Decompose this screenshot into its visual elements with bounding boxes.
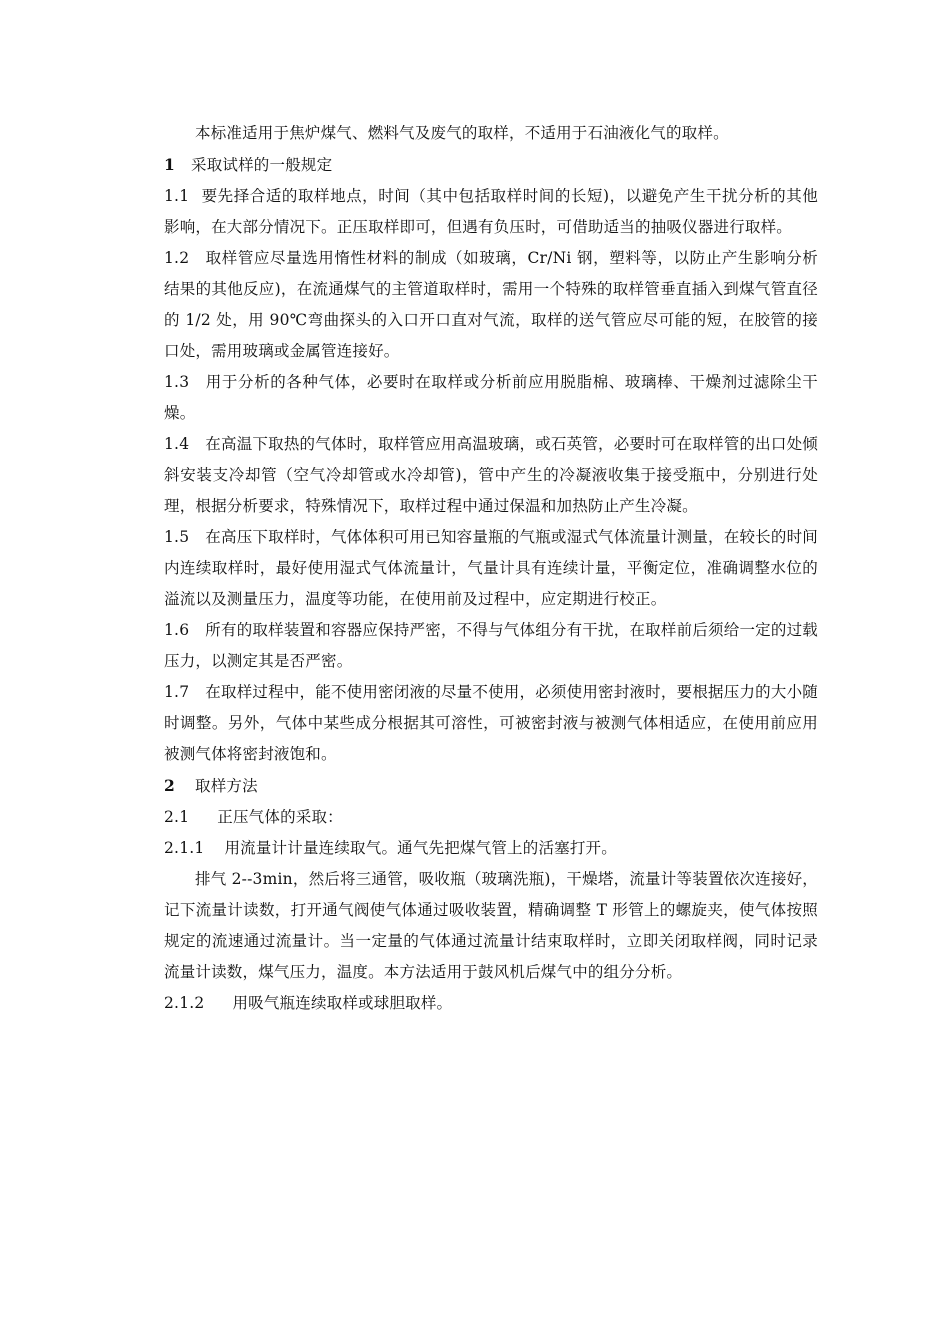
item-text: 取样管应尽量选用惰性材料的制成（如玻璃，Cr/Ni 钢，塑料等，以防止产生影响分析结果的其他反应)，在流通煤气的主管道取样时，需用一个特殊的取样管垂直插入到煤气管直径的 1/2 处，用 90℃弯曲探头的入口开口直对气流，取样的送气管应尽可能的短，在胶管的接口处，需用玻璃或金属管连接好。 [164, 249, 818, 360]
item-number: 1.4 [164, 435, 190, 453]
item-1-2 [164, 243, 818, 367]
document-body [164, 118, 818, 1019]
subsection-number: 2.1.1 [164, 839, 205, 857]
item-number: 1.3 [164, 373, 190, 391]
subsection-number: 2.1 [164, 808, 190, 826]
item-1-1 [164, 181, 818, 243]
item-text: 用于分析的各种气体，必要时在取样或分析前应用脱脂棉、玻璃棒、干燥剂过滤除尘干燥。 [164, 373, 818, 422]
section-title: 取样方法 [195, 777, 258, 795]
item-text: 在高温下取热的气体时，取样管应用高温玻璃，或石英管，必要时可在取样管的出口处倾斜安装支冷却管（空气冷却管或水冷却管)，管中产生的冷凝液收集于接受瓶中，分别进行处理，根据分析要求，特殊情况下，取样过程中通过保温和加热防止产生冷凝。 [164, 435, 818, 515]
item-number: 1.6 [164, 621, 190, 639]
intro-paragraph: 本标准适用于焦炉煤气、燃料气及废气的取样，不适用于石油液化气的取样。 [195, 124, 729, 142]
subsection-2-1-2 [164, 988, 818, 1019]
section-title: 采取试样的一般规定 [191, 156, 333, 174]
item-text: 要先择合适的取样地点，时间（其中包括取样时间的长短)，以避免产生干扰分析的其他影响，在大部分情况下。正压取样即可，但遇有负压时，可借助适当的抽吸仪器进行取样。 [164, 187, 818, 236]
section-number: 1 [164, 155, 175, 174]
item-number: 1.1 [164, 187, 190, 205]
item-number: 1.7 [164, 683, 190, 701]
item-text: 在取样过程中，能不使用密闭液的尽量不使用，必须使用密封液时，要根据压力的大小随时调整。另外，气体中某些成分根据其可溶性，可被密封液与被测气体相适应，在使用前应用被测气体将密封液饱和。 [164, 683, 818, 763]
subsection-title: 正压气体的采取： [217, 808, 343, 826]
subsection-2-1-1-body: 排气 2--3min，然后将三通管，吸收瓶（玻璃洗瓶)，干燥塔，流量计等装置依次连接好，记下流量计读数，打开通气阀使气体通过吸收装置，精确调整 T 形管上的螺旋夹，使气体按照规定的流速通过流量计。当一定量的气体通过流量计结束取样时，立即关闭取样阀，同时记录流量计读数，煤气压力，温度。本方法适用于鼓风机后煤气中的组分分析。 [164, 870, 818, 981]
subsection-2-1 [164, 802, 818, 833]
item-1-4 [164, 429, 818, 522]
section-number: 2 [164, 776, 175, 795]
section-2-heading [164, 770, 818, 802]
subsection-title: 用吸气瓶连续取样或球胆取样。 [232, 994, 453, 1012]
item-1-7 [164, 677, 818, 770]
item-number: 1.5 [164, 528, 190, 546]
item-number: 1.2 [164, 249, 190, 267]
section-1-heading [164, 149, 818, 181]
subsection-2-1-1 [164, 833, 818, 864]
item-1-6 [164, 615, 818, 677]
subsection-title: 用流量计计量连续取气。通气先把煤气管上的活塞打开。 [224, 839, 617, 857]
item-1-5 [164, 522, 818, 615]
item-text: 在高压下取样时，气体体积可用已知容量瓶的气瓶或湿式气体流量计测量，在较长的时间内连续取样时，最好使用湿式气体流量计，气量计具有连续计量，平衡定位，准确调整水位的溢流以及测量压力，温度等功能，在使用前及过程中，应定期进行校正。 [164, 528, 818, 608]
subsection-number: 2.1.2 [164, 994, 205, 1012]
item-text: 所有的取样装置和容器应保持严密，不得与气体组分有干扰，在取样前后须给一定的过载压力，以测定其是否严密。 [164, 621, 818, 670]
item-1-3 [164, 367, 818, 429]
